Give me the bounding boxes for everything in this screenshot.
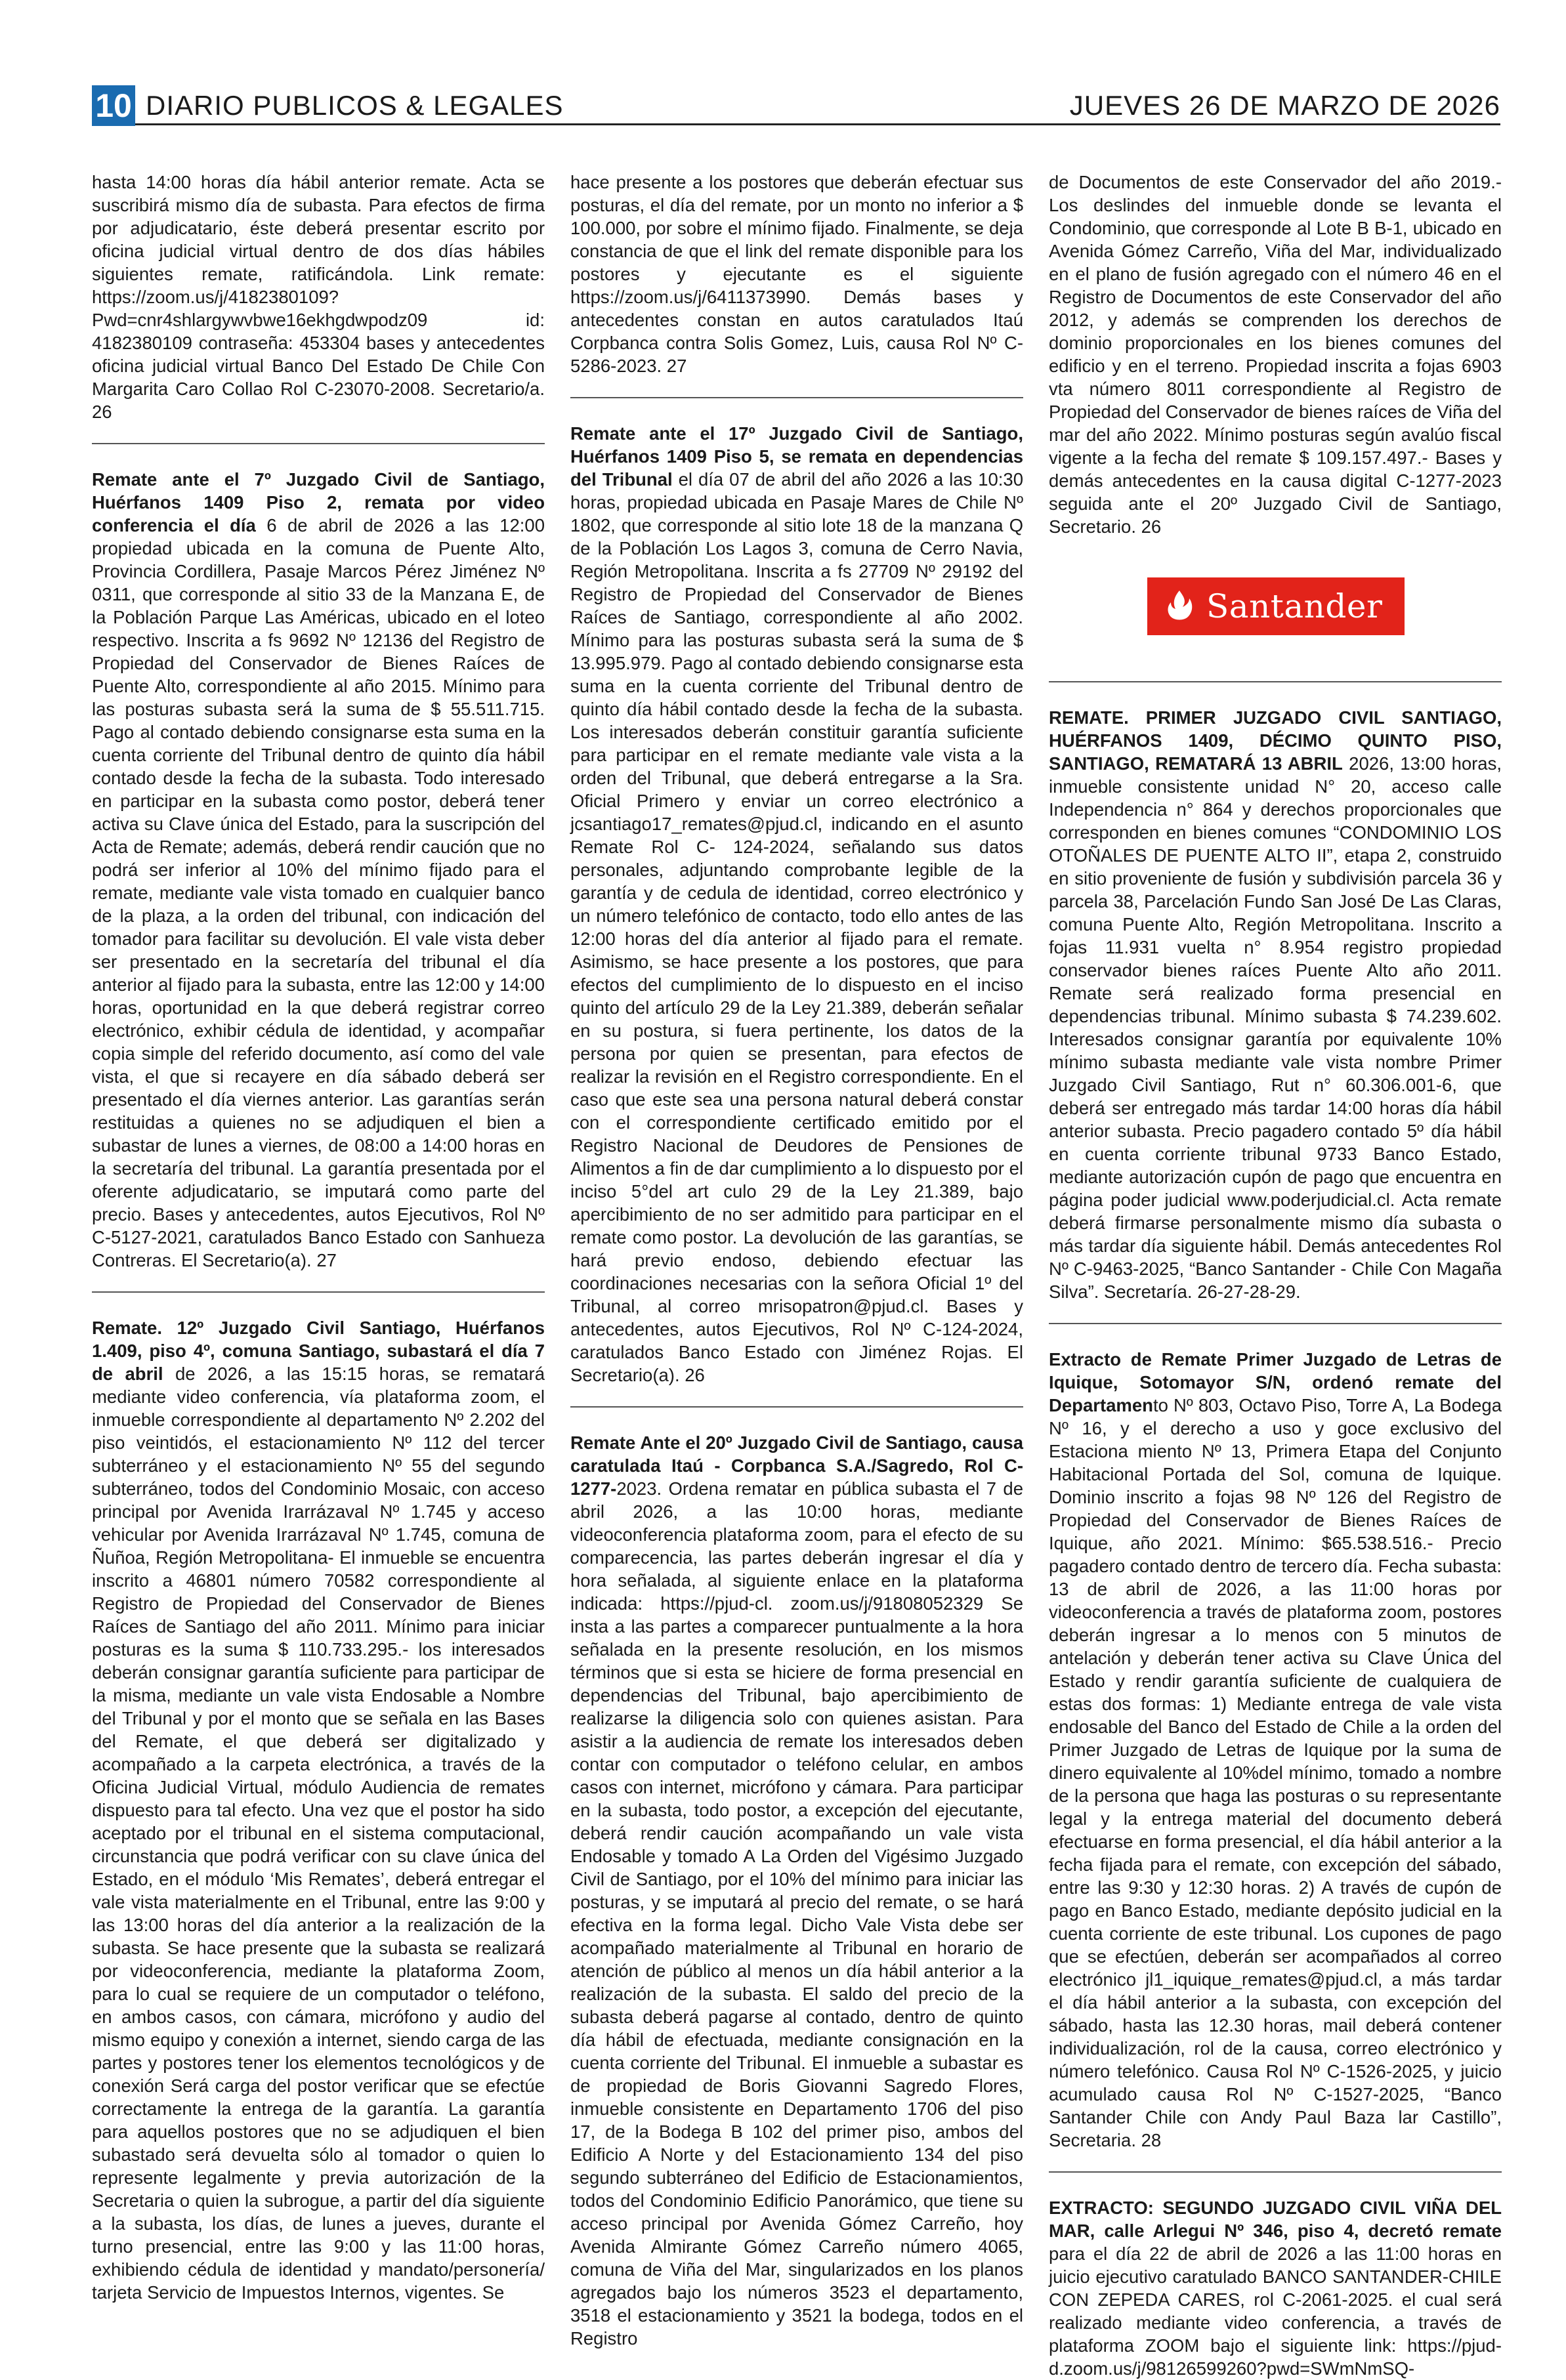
notice-body: de Documentos de este Conservador del año 2019.- Los deslindes del inmueble donde se levanta el Condominio, que corresponde al Lote B B-1, ubicado en Avenida Gómez Carreño, Viña del Mar, individualizado en el plano de fusión agregado con el número 46 en el Registro de Documentos de este Conservador del año 2012, y además se comprenden los derechos de dominio proporcionales en los bienes comunes del edificio y en el terreno. Propiedad inscrita a fojas 6903 vta número 8011 correspondiente al Registro de Propiedad del Conservador de bienes raíces de Viña del mar del año 2022. Mínimo posturas según avalúo fiscal vigente a la fecha del remate $ 109.157.497.- Bases y demás antecedentes en la causa digital C-1277-2023 seguida ante el 20º Juzgado Civil de Santiago, Secretario. 26 (1049, 172, 1502, 537)
santander-logo (1147, 577, 1405, 635)
divider (1049, 1323, 1502, 1324)
notice-body: to Nº 803, Octavo Piso, Torre A, La Bodega Nº 16, y el derecho a uso y goce exclusivo del Estaciona miento Nº 13, Primera Etapa del Conjunto Habitacional Portada del Sol, comuna de Iquique. Dominio inscrito a fojas 98 Nº 126 del Registro de Propiedad del Conservador de Bienes Raíces de Iquique, año 2021. Mínimo: $65.538.516.- Precio pagadero contado dentro de tercero día. Fecha subasta: 13 de abril de 2026, a las 11:00 horas por videoconferencia a través de plataforma zoom, postores deberán ingresar a lo menos con 5 minutos de antelación y deberán tener activa su Clave Única del Estado y rendir garantía suficiente de cualquiera de estas dos formas: 1) Mediante entrega de vale vista endosable del Banco del Estado de Chile a la orden del Primer Juzgado de Letras de Iquique por la suma de dinero equivalente al 10%del mínimo, tomado a nombre de la persona que haga las posturas o su representante legal y la entrega material del documento deberá efectuarse en forma presencial, el día hábil anterior a la fecha fijada para el remate, con excepción del sábado, entre las 9:30 y 12:30 horas. 2) A través de cupón de pago en Banco Estado, mediante depósito judicial en la cuenta corriente de este tribunal. Los cupones de pago que se efectúen, deberán ser acompañados al correo electrónico jl1_iquique_remates@pjud.cl, a más tardar el día hábil anterior a la subasta, con excepción del sábado, hasta las 12.30 horas, mail deberá contener individualización, rol de la causa, correo electrónico y número telefónico. Causa Rol Nº C-1526-2025, y juicio acumulado causa Rol Nº C-1527-2025, “Banco Santander Chile con Andy Paul Baza lar Castillo”, Secretaria. 28 (1049, 1395, 1502, 2150)
flame-icon (1164, 589, 1195, 623)
notice-body: 2023. Ordena rematar en pública subasta el 7 de abril 2026, a las 10:00 horas, mediante videoconferencia plataforma zoom, para el efecto de su comparecencia, las partes deberán ingresar el día y hora señalada, al siguiente enlace en la plataforma indicada: https://pjud-cl. zoom.us/j/91808052329 Se insta a las partes a comparecer puntualmente a la hora señalada en la presente resolución, en los mismos términos que si esta se hiciere de forma presencial en dependencias del Tribunal, bajo apercibimiento de realizarse la diligencia solo con quienes asistan. Para asistir a la audiencia de remate los interesados deben contar con computador o teléfono celular, en ambos casos con internet, micrófono y cámara. Para participar en la subasta, todo postor, a excepción del ejecutante, deberá rendir caución acompañando un vale vista Endosable y tomado A La Orden del Vigésimo Juzgado Civil de Santiago, por el 10% del mínimo para iniciar las posturas, y se imputará al precio del remate, o se hará efectiva en la forma legal. Dicho Vale Vista debe ser acompañado materialmente al Tribunal en horario de atención de público al menos un día hábil anterior a la realización de la subasta. El saldo del precio de la subasta deberá pagarse al contado, dentro de quinto día hábil de efectuada, mediante consignación en la cuenta corriente del Tribunal. El inmueble a subastar es de propiedad de Boris Giovanni Sagredo Flores, inmueble consistente en Departamento 1706 del piso 17, de la Bodega B 102 del primer piso, ambos del Edificio A Norte y del Estacionamiento 134 del piso segundo subterráneo del Edificio de Estacionamientos, todos del Condominio Edificio Panorámico, que tiene su acceso principal por Avenida Gómez Carreño, hoy Avenida Almirante Gómez Carreño número 4065, comuna de Viña del Mar, singularizados en los planos agregados bajo los números 3523 el departamento, 3518 el estacionamiento y 3521 la bodega, todos en el Registro (570, 1478, 1023, 2349)
column-3 (1049, 171, 1502, 2379)
notice-lead: Remate ante el 7º Juzgado Civil de Santiago, Huérfanos 1409 Piso 2, remata por video conferencia el día (92, 469, 545, 535)
notice-lead: REMATE. PRIMER JUZGADO CIVIL SANTIAGO, HUÉRFANOS 1409, DÉCIMO QUINTO PISO, SANTIAGO, REMATARÁ 13 ABRIL (1049, 707, 1502, 774)
divider (570, 1406, 1023, 1408)
notice-lead: EXTRACTO: SEGUNDO JUZGADO CIVIL VIÑA DEL MAR, calle Arlegui Nº 346, piso 4, decretó remate (1049, 2198, 1502, 2241)
notice-body: hasta 14:00 horas día hábil anterior remate. Acta se suscribirá mismo día de subasta. Para efectos de firma por adjudicatario, éste deberá presentar escrito por oficina judicial virtual dentro de dos días hábiles siguientes remate, ratificándola. Link remate: https://zoom.us/j/4182380109? Pwd=cnr4shlargywvbwe16ekhgdwpodz09 id: 4182380109 contraseña: 453304 bases y antecedentes oficina judicial virtual Banco Del Estado De Chile Con Margarita Caro Collao Rol C-23070-2008. Secretario/a. 26 (92, 172, 545, 422)
legal-notice (1049, 2196, 1502, 2380)
legal-notice (570, 171, 1023, 377)
issue-date: JUEVES 26 DE MARZO DE 2026 (1069, 90, 1500, 121)
divider (1049, 2171, 1502, 2173)
publication-name: DIARIO PUBLICOS & LEGALES (146, 90, 564, 121)
santander-ad (1049, 538, 1502, 682)
notice-lead: Remate. 12º Juzgado Civil Santiago, Huérfanos 1.409, piso 4º, comuna Santiago, subastará el día 7 de abril (92, 1318, 545, 1384)
divider (92, 1291, 545, 1293)
notice-body: 2026, 13:00 horas, inmueble consistente unidad N° 20, acceso calle Independencia n° 864 y derechos proporcionales que corresponden en bienes comunes “CONDOMINIO LOS OTOÑALES DE PUENTE ALTO II”, etapa 2, construido en sitio proveniente de fusión y subdivisión parcela 36 y parcela 38, Parcelación Fundo San José De Las Claras, comuna Puente Alto, Región Metropolitana. Inscrito a fojas 11.931 vuelta n° 8.954 registro propiedad conservador bienes raíces Puente Alto año 2011. Remate será realizado forma presencial en dependencias tribunal. Mínimo subasta $ 74.239.602. Interesados consignar garantía por equivalente 10% mínimo subasta mediante vale vista nombre Primer Juzgado Civil Santiago, Rut n° 60.306.001-6, que deberá ser entregado más tardar 14:00 horas día hábil anterior subasta. Precio pagadero contado 5º día hábil en cuenta corriente tribunal 9733 Banco Estado, mediante autorización cupón de pago que encuentra en página poder judicial www.poderjudicial.cl. Acta remate deberá firmarse personalmente mismo día subasta o más tardar día siguiente hábil. Demás antecedentes Rol Nº C-9463-2025, “Banco Santander - Chile Con Magaña Silva”. Secretaría. 26-27-28-29. (1049, 753, 1502, 1302)
notice-lead: Remate Ante el 20º Juzgado Civil de Santiago, causa caratulada Itaú - Corpbanca S.A./Sagredo, Rol C-1277- (570, 1432, 1023, 1499)
legal-notice (92, 1316, 545, 2304)
notice-body: hace presente a los postores que deberán efectuar sus posturas, el día del remate, por un monto no inferior a $ 100.000, por sobre el mínimo fijado. Finalmente, se deja constancia de que el link del remate disponible para los postores y ejecutante es el siguiente https://zoom.us/j/6411373990. Demás bases y antecedentes constan en autos caratulados Itaú Corpbanca contra Solis Gomez, Luis, causa Rol Nº C-5286-2023. 27 (570, 172, 1023, 376)
legal-notice (1049, 1348, 1502, 2152)
page-header (92, 85, 1500, 125)
divider (570, 397, 1023, 398)
legal-notice (570, 422, 1023, 1387)
legal-notice (92, 171, 545, 423)
notice-body: 6 de abril de 2026 a las 12:00 propiedad ubicada en la comuna de Puente Alto, Provincia Cordillera, Pasaje Marcos Pérez Jiménez Nº 0311, que corresponde al sitio 33 de la Manzana E, de la Población Parque Las Américas, ubicado en el loteo respectivo. Inscrita a fs 9692 Nº 12136 del Registro de Propiedad del Conservador de Bienes Raíces de Puente Alto, correspondiente al año 2015. Mínimo para las posturas subasta será la suma de $ 55.511.715. Pago al contado debiendo consignarse esta suma en la cuenta corriente del Tribunal dentro de quinto día hábil contado desde la fecha de la subasta. Todo interesado en participar en la subasta como postor, deberá tener activa su Clave única del Estado, para la suscripción del Acta de Remate; además, deberá rendir caución que no podrá ser inferior al 10% del mínimo fijado para el remate, mediante vale vista tomado en cualquier banco de la plaza, a la orden del tribunal, con indicación del tomador para facilitar su devolución. El vale vista deber ser presentado en la secretaría del tribunal el día anterior al fijado para la subasta, entre las 12:00 y 14:00 horas, oportunidad en la que deberá registrar correo electrónico, exhibir cédula de identidad, y acompañar copia simple del referido documento, así como del vale vista, el que si recayere en día sábado deberá ser presentado el día viernes anterior. Las garantías serán restituidas a quienes no se adjudiquen el bien a subastar de lunes a viernes, de 08:00 a 14:00 horas en la secretaría del tribunal. La garantía presentada por el oferente adjudicatario, se imputará como parte del precio. Bases y antecedentes, autos Ejecutivos, Rol Nº C-5127-2021, caratulados Banco Estado con Sanhueza Contreras. El Secretario(a). 27 (92, 515, 545, 1270)
column-2 (570, 171, 1024, 2349)
notice-lead: Extracto de Remate Primer Juzgado de Letras de Iquique, Sotomayor S/N, ordenó remate del Departamen (1049, 1349, 1502, 1415)
notice-body: para el día 22 de abril de 2026 a las 11:00 horas en juicio ejecutivo caratulado BANCO SANTANDER-CHILE CON ZEPEDA CARES, rol C-2061-2025. el cual será realizado mediante video conferencia, a través de plataforma ZOOM bajo el siguiente link: https://pjud-d.zoom.us/j/98126599260?pwd=SWmNmSQ- (1049, 2244, 1502, 2379)
divider (1049, 681, 1502, 682)
legal-notice (570, 1431, 1023, 2350)
notice-body: el día 07 de abril del año 2026 a las 10:30 horas, propiedad ubicada en Pasaje Mares de Chile Nº 1802, que corresponde al sitio lote 18 de la manzana Q de la Población Los Lagos 3, comuna de Cerro Navia, Región Metropolitana. Inscrita a fs 27709 Nº 29192 del Registro de Propiedad del Conservador de Bienes Raíces de Santiago, correspondiente al año 2002. Mínimo para las posturas subasta será la suma de $ 13.995.979. Pago al contado debiendo consignarse esta suma en la cuenta corriente del Tribunal dentro de quinto día hábil contado desde la fecha de la subasta. Los interesados deberán constituir garantía suficiente para participar en el remate mediante vale vista a la orden del Tribunal, que deberá entregarse a la Sra. Oficial Primero y enviar un correo electrónico a jcsantiago17_remates@pjud.cl, indicando en el asunto Remate Rol C- 124-2024, señalando sus datos personales, adjuntando comprobante legible de la garantía y de cedula de identidad, correo electrónico y un número telefónico de contacto, todo ello antes de las 12:00 horas del día anterior al fijado para el remate. Asimismo, se hace presente a los postores, que para efectos del cumplimiento de lo dispuesto en el inciso quinto del artículo 29 de la Ley 21.389, deberán señalar en su postura, si fuera pertinente, los datos de la persona por quien se presentan, para efectos de realizar la revisión en el Registro correspondiente. En el caso que este sea una persona natural deberá constar con el correspondiente certificado emitido por el Registro Nacional de Deudores de Pensiones de Alimentos a fin de dar cumplimiento a lo dispuesto por el inciso 5°del art culo 29 de la Ley 21.389, bajo apercibimiento de no ser admitido para participar en el remate como postor. La devolución de las garantías, se hará previo endoso, debiendo efectuar las coordinaciones necesarias con la señora Oficial 1º del Tribunal, al correo mrisopatron@pjud.cl. Bases y antecedentes, autos Ejecutivos, Rol Nº C-124-2024, caratulados Banco Estado con Jiménez Rojas. El Secretario(a). 26 (570, 469, 1024, 1385)
notice-lead: Remate ante el 17º Juzgado Civil de Santiago, Huérfanos 1409 Piso 5, se remata en dependencias del Tribunal (570, 423, 1023, 490)
column-1 (92, 171, 545, 2303)
santander-wordmark: Santander (1206, 587, 1383, 625)
divider (92, 443, 545, 444)
notice-body: de 2026, a las 15:15 horas, se rematará mediante video conferencia, vía plataforma zoom, el inmueble correspondiente al departamento Nº 2.202 del piso veintidós, el estacionamiento Nº 112 del tercer subterráneo y el estacionamiento Nº 55 del segundo subterráneo, todos del Condominio Mosaic, con acceso principal por Avenida Irarrázaval Nº 1.745 y acceso vehicular por Avenida Irarrázaval Nº 1.745, comuna de Ñuñoa, Región Metropolitana- El inmueble se encuentra inscrito a 46801 número 70582 correspondiente al Registro de Propiedad del Conservador de Bienes Raíces de Santiago del año 2011. Mínimo para iniciar posturas es la suma $ 110.733.295.- los interesados deberán consignar garantía suficiente para participar de la misma, mediante un vale vista Endosable a Nombre del Tribunal y por el monto que se señala en las Bases del Remate, el que deberá ser digitalizado y acompañado a la carpeta electrónica, a través de la Oficina Judicial Virtual, módulo Audiencia de remates dispuesto para tal efecto. Una vez que el postor ha sido aceptado por el tribunal en el sistema computacional, circunstancia que podrá verificar con su clave única del Estado, en el módulo ‘Mis Remates’, deberá entregar el vale vista materialmente en el Tribunal, entre las 9:00 y las 13:00 horas del día anterior a la realización de la subasta. Se hace presente que la subasta se realizará por videoconferencia, mediante la plataforma Zoom, para lo cual se requiere de un computador o teléfono, en ambos casos, con cámara, micrófono y audio del mismo equipo y conexión a internet, siendo carga de las partes y postores tener los elementos tecnológicos y de conexión Será carga del postor verificar que se efectúe correctamente la entrega de la garantía. La garantía para aquellos postores que no se adjudiquen el bien subastado será devuelta sólo al tomador o quien lo represente legalmente y previa autorización de la Secretaria o quien la subrogue, a partir del día siguiente a la subasta, los días, de lunes a jueves, durante el turno presencial, entre las 9:00 y las 11:00 horas, exhibiendo cédula de identidad y mandato/personería/ tarjeta Servicio de Impuestos Internos, vigentes. Se (92, 1364, 545, 2303)
page-number: 10 (92, 85, 135, 126)
legal-notice (1049, 171, 1502, 538)
legal-notice (92, 468, 545, 1272)
legal-notice (1049, 706, 1502, 1303)
